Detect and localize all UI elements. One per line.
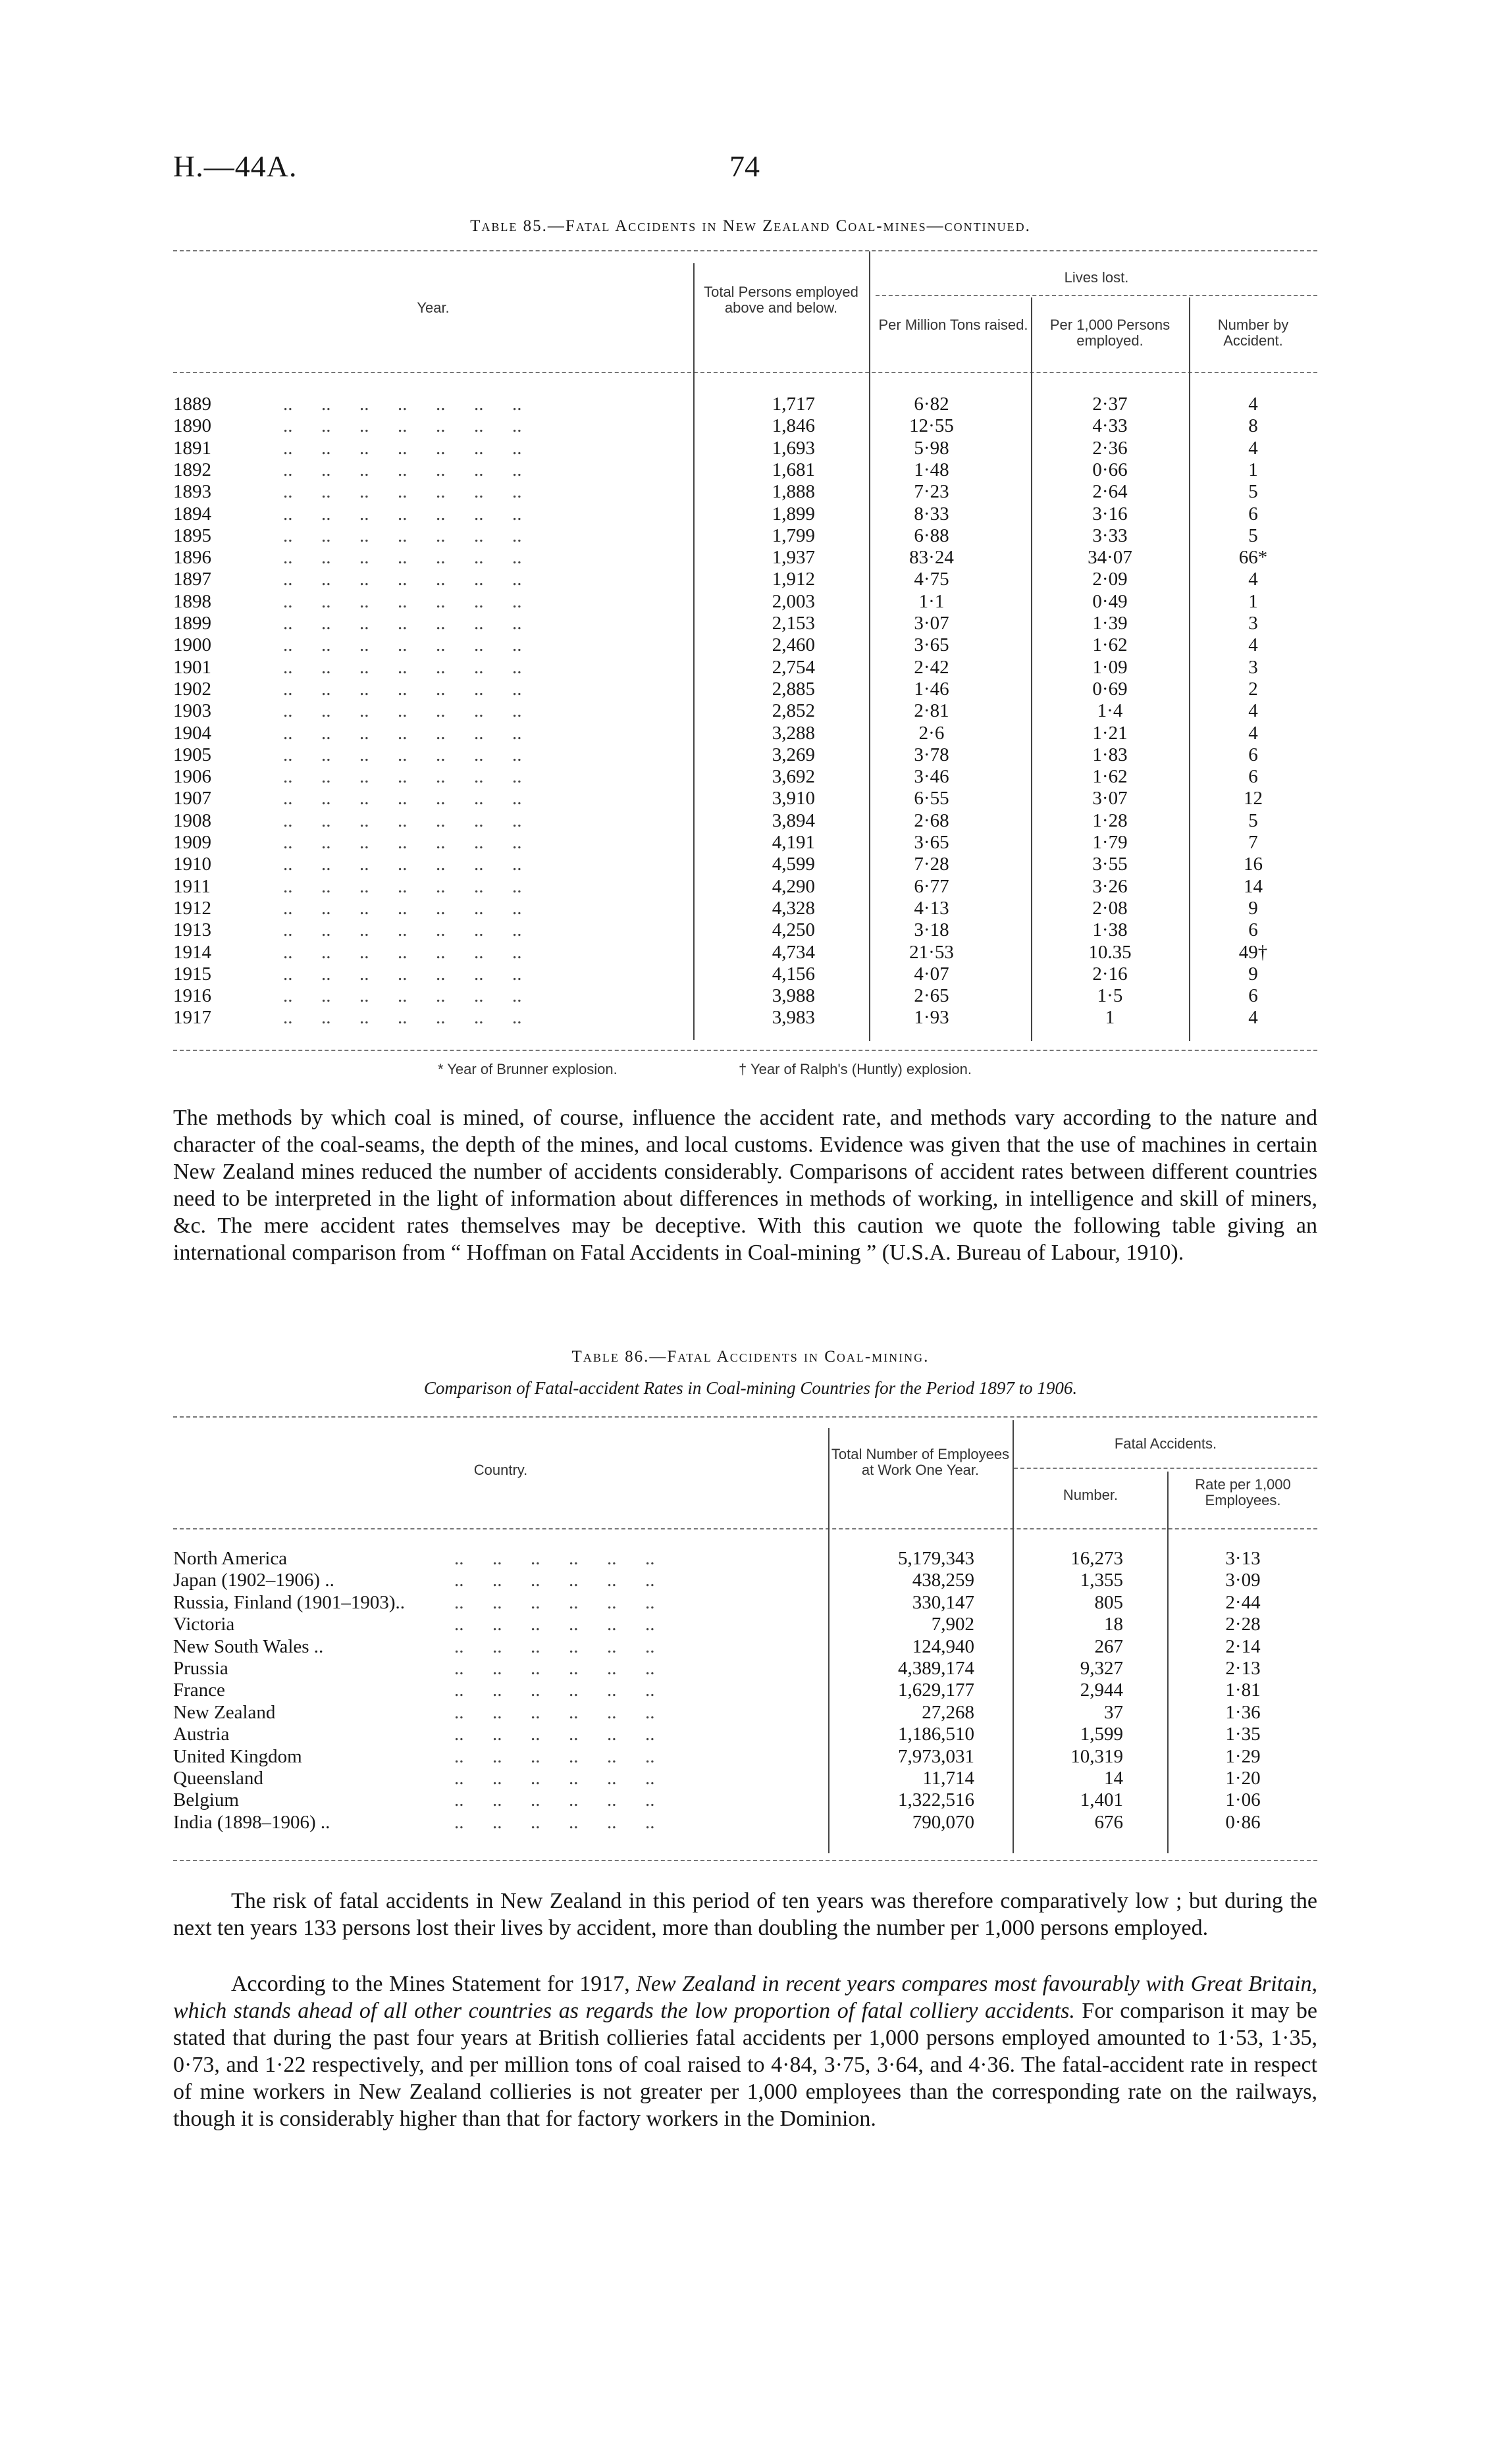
- table85-cell-number: 5: [1248, 525, 1258, 546]
- table85-cell-thousand: 1: [1105, 1007, 1115, 1029]
- table85-caption: Table 85.—Fatal Accidents in New Zealand Coal-mines—continued.: [470, 217, 1031, 235]
- table86-bottom-rule: [173, 1860, 1317, 1861]
- table86-cell-rate: 2·13: [1225, 1658, 1261, 1679]
- paragraph-mines-quote: New Zealand in recent years compares most favourably with Great Britain, which stands ahead of all other countries as regards the low proportion of fatal colliery accidents.: [173, 1972, 1317, 2023]
- table85-bottom-rule: [173, 1050, 1317, 1051]
- leader-dots: .. .. .. .. .. ..: [454, 1591, 655, 1613]
- table86-cell-number: 10,319: [1070, 1745, 1123, 1767]
- table86-top-rule: [173, 1416, 1317, 1418]
- table85-lives-header: Lives lost.: [1064, 269, 1129, 286]
- table85-cell-thousand: 1·5: [1097, 985, 1123, 1007]
- table85-cell-million: 6·82: [914, 394, 949, 415]
- table85-cell-million: 2·6: [918, 722, 945, 744]
- table85-cell-year: 1912: [173, 897, 211, 919]
- table85-cell-thousand: 34·07: [1088, 547, 1132, 569]
- table85-cell-million: 6·55: [914, 788, 949, 809]
- document-code: H.—44A.: [173, 149, 298, 183]
- table86-cell-number: 1,599: [1080, 1724, 1123, 1745]
- table86-cell-total: 124,940: [912, 1635, 974, 1657]
- table85-cell-total: 3,988: [772, 985, 815, 1007]
- leader-dots: .. .. .. .. .. .. ..: [283, 744, 522, 765]
- table86-cell-country: Japan (1902–1906) ..: [173, 1570, 334, 1591]
- table85-cell-thousand: 3·26: [1092, 875, 1128, 897]
- table85-year-header: Year.: [417, 299, 450, 316]
- leader-dots: .. .. .. .. .. .. ..: [283, 481, 522, 503]
- table85-cell-number: 6: [1248, 919, 1258, 941]
- table86-cell-country: United Kingdom: [173, 1745, 302, 1767]
- table85-cell-million: 3·18: [914, 919, 949, 941]
- table85-cell-year: 1890: [173, 415, 211, 437]
- table85-cell-million: 1·46: [914, 678, 949, 700]
- table86-cell-total: 330,147: [912, 1591, 974, 1613]
- table85-cell-total: 4,156: [772, 963, 815, 985]
- table86-cell-country: Russia, Finland (1901–1903)..: [173, 1591, 406, 1613]
- table85-cell-number: 8: [1248, 415, 1258, 437]
- table86-cell-number: 676: [1094, 1811, 1123, 1833]
- table85-cell-thousand: 1·21: [1092, 722, 1128, 744]
- table85-total-header: Total Persons employed above and below.: [704, 284, 858, 316]
- table86-number-header: Number.: [1063, 1487, 1119, 1503]
- table86-cell-total: 27,268: [922, 1701, 974, 1723]
- paragraph-mines-lead: According to the Mines Statement for 1917,: [231, 1972, 630, 1996]
- table86-cell-rate: 2·28: [1225, 1614, 1261, 1635]
- leader-dots: .. .. .. .. .. .. ..: [283, 875, 522, 897]
- table85-cell-year: 1905: [173, 744, 211, 765]
- table85-cell-thousand: 2·09: [1092, 569, 1128, 590]
- table85-cell-million: 3·78: [914, 744, 949, 765]
- table85-cell-number: 1: [1248, 459, 1258, 480]
- table85-cell-million: 12·55: [909, 415, 954, 437]
- table85-cell-million: 21·53: [909, 941, 954, 963]
- table85-cell-thousand: 3·33: [1092, 525, 1128, 546]
- leader-dots: .. .. .. .. .. ..: [454, 1768, 655, 1789]
- table85-cell-year: 1917: [173, 1007, 211, 1029]
- table85-cell-thousand: 0·69: [1092, 678, 1128, 700]
- leader-dots: .. .. .. .. .. ..: [454, 1570, 655, 1591]
- table85-cell-thousand: 1·4: [1097, 700, 1123, 722]
- table85-thousand-header: Per 1,000 Persons employed.: [1049, 317, 1171, 349]
- table85-cell-number: 6: [1248, 744, 1258, 765]
- table86-cell-number: 16,273: [1070, 1548, 1123, 1569]
- leader-dots: .. .. .. .. .. .. ..: [283, 919, 522, 941]
- table85-cell-thousand: 1·62: [1092, 766, 1128, 788]
- table85-cell-year: 1909: [173, 832, 211, 853]
- table85-cell-total: 3,983: [772, 1007, 815, 1029]
- table86-cell-rate: 1·06: [1225, 1789, 1261, 1811]
- table85-cell-total: 1,717: [772, 394, 815, 415]
- table86-cell-country: Queensland: [173, 1768, 263, 1789]
- table85-number-header: Number by Accident.: [1217, 317, 1289, 349]
- leader-dots: .. .. .. .. .. .. ..: [283, 897, 522, 919]
- leader-dots: .. .. .. .. .. ..: [454, 1548, 655, 1569]
- table86-cell-number: 1,401: [1080, 1789, 1123, 1811]
- table85-cell-million: 2·68: [914, 809, 949, 831]
- table85-cell-million: 3·07: [914, 613, 949, 634]
- table86-caption: Table 86.—Fatal Accidents in Coal-mining.: [571, 1348, 930, 1366]
- leader-dots: .. .. .. .. .. .. ..: [283, 963, 522, 985]
- table85-cell-year: 1901: [173, 656, 211, 678]
- table85-cell-total: 3,288: [772, 722, 815, 744]
- table85-cell-million: 3·46: [914, 766, 949, 788]
- leader-dots: .. .. .. .. .. .. ..: [283, 832, 522, 853]
- table85-cell-number: 4: [1248, 394, 1258, 415]
- table85-cell-million: 2·65: [914, 985, 949, 1007]
- table85-cell-year: 1894: [173, 503, 211, 525]
- table85-cell-number: 6: [1248, 985, 1258, 1007]
- table85-cell-million: 5·98: [914, 437, 949, 459]
- paragraph-risk: The risk of fatal accidents in New Zealand in this period of ten years was therefore comparatively low ; but during the next ten years 133 persons lost their lives by accident, more than doubling the number per 1,000 persons employed.: [173, 1889, 1317, 1940]
- table85-cell-year: 1907: [173, 788, 211, 809]
- table86-cell-rate: 2·44: [1225, 1591, 1261, 1613]
- table86-cell-rate: 1·36: [1225, 1701, 1261, 1723]
- table86-cell-rate: 3·13: [1225, 1548, 1261, 1569]
- table85-cell-year: 1916: [173, 985, 211, 1007]
- table85-header-rule: [173, 372, 1317, 373]
- table86-cell-country: France: [173, 1680, 225, 1701]
- leader-dots: .. .. .. .. .. .. ..: [283, 613, 522, 634]
- leader-dots: .. .. .. .. .. ..: [454, 1680, 655, 1701]
- table85-cell-year: 1891: [173, 437, 211, 459]
- table85-cell-million: 7·28: [914, 854, 949, 875]
- table85-cell-thousand: 0·66: [1092, 459, 1128, 480]
- leader-dots: .. .. .. .. .. ..: [454, 1811, 655, 1833]
- leader-dots: .. .. .. .. .. .. ..: [283, 766, 522, 788]
- table85-cell-thousand: 4·33: [1092, 415, 1128, 437]
- table85-cell-total: 2,153: [772, 613, 815, 634]
- table85-cell-total: 1,888: [772, 481, 815, 503]
- table85-cell-million: 8·33: [914, 503, 949, 525]
- leader-dots: .. .. .. .. .. .. ..: [283, 569, 522, 590]
- leader-dots: .. .. .. .. .. .. ..: [283, 525, 522, 546]
- table85-cell-number: 4: [1248, 634, 1258, 656]
- table85-cell-million: 3·65: [914, 832, 949, 853]
- table85-cell-million: 3·65: [914, 634, 949, 656]
- table85-cell-number: 4: [1248, 700, 1258, 722]
- table85-cell-year: 1906: [173, 766, 211, 788]
- table86-cell-country: New Zealand: [173, 1701, 276, 1723]
- table85-cell-total: 3,692: [772, 766, 815, 788]
- table85-cell-year: 1913: [173, 919, 211, 941]
- table85-cell-thousand: 1·39: [1092, 613, 1128, 634]
- table86-cell-number: 805: [1094, 1591, 1123, 1613]
- table85-cell-total: 3,269: [772, 744, 815, 765]
- table85-cell-number: 4: [1248, 569, 1258, 590]
- table86-cell-total: 7,902: [931, 1614, 974, 1635]
- table85-cell-thousand: 1·83: [1092, 744, 1128, 765]
- table85-cell-year: 1904: [173, 722, 211, 744]
- table85-cell-thousand: 1·62: [1092, 634, 1128, 656]
- leader-dots: .. .. .. .. .. .. ..: [283, 503, 522, 525]
- page-number: 74: [729, 149, 760, 183]
- leader-dots: .. .. .. .. .. .. ..: [283, 941, 522, 963]
- table85-cell-total: 1,899: [772, 503, 815, 525]
- table86-cell-country: New South Wales ..: [173, 1635, 324, 1657]
- table85-cell-total: 4,290: [772, 875, 815, 897]
- table85-cell-total: 4,734: [772, 941, 815, 963]
- table85-cell-year: 1911: [173, 875, 211, 897]
- table85-cell-million: 7·23: [914, 481, 949, 503]
- table86-cell-total: 1,629,177: [898, 1680, 974, 1701]
- table85-cell-thousand: 1·09: [1092, 656, 1128, 678]
- table85-cell-total: 1,693: [772, 437, 815, 459]
- table85-cell-total: 4,599: [772, 854, 815, 875]
- table86-total-header: Total Number of Employees at Work One Year.: [831, 1446, 1010, 1478]
- table85-lives-rule: [876, 295, 1317, 296]
- table85-cell-year: 1895: [173, 525, 211, 546]
- table86-cell-total: 5,179,343: [898, 1548, 974, 1569]
- table85-cell-number: 16: [1244, 854, 1263, 875]
- table85-cell-number: 3: [1248, 656, 1258, 678]
- table85-cell-thousand: 2·08: [1092, 897, 1128, 919]
- table85-cell-million: 83·24: [909, 547, 954, 569]
- leader-dots: .. .. .. .. .. .. ..: [283, 634, 522, 656]
- table85-cell-year: 1914: [173, 941, 211, 963]
- leader-dots: .. .. .. .. .. .. ..: [283, 809, 522, 831]
- table86-cell-total: 1,186,510: [898, 1724, 974, 1745]
- table85-cell-year: 1897: [173, 569, 211, 590]
- table85-cell-million: 6·77: [914, 875, 949, 897]
- table85-cell-number: 12: [1244, 788, 1263, 809]
- leader-dots: .. .. .. .. .. .. ..: [283, 547, 522, 569]
- table85-cell-total: 1,799: [772, 525, 815, 546]
- table86-cell-number: 14: [1104, 1768, 1123, 1789]
- table85-cell-number: 9: [1248, 897, 1258, 919]
- table85-cell-thousand: 3·07: [1092, 788, 1128, 809]
- leader-dots: .. .. .. .. .. .. ..: [283, 788, 522, 809]
- table86-subcaption: Comparison of Fatal-accident Rates in Coal-mining Countries for the Period 1897 to 1906.: [423, 1378, 1078, 1398]
- leader-dots: .. .. .. .. .. .. ..: [283, 722, 522, 744]
- table85-cell-total: 1,846: [772, 415, 815, 437]
- table85-cell-total: 4,250: [772, 919, 815, 941]
- leader-dots: .. .. .. .. .. ..: [454, 1745, 655, 1767]
- table86-country-header: Country.: [473, 1462, 528, 1478]
- table86-cell-country: India (1898–1906) ..: [173, 1811, 330, 1833]
- table85-cell-year: 1915: [173, 963, 211, 985]
- table85-cell-year: 1900: [173, 634, 211, 656]
- table85-cell-total: 1,681: [772, 459, 815, 480]
- table85-cell-total: 3,894: [772, 809, 815, 831]
- table85-cell-year: 1892: [173, 459, 211, 480]
- leader-dots: .. .. .. .. .. ..: [454, 1789, 655, 1811]
- leader-dots: .. .. .. .. .. .. ..: [283, 590, 522, 612]
- table85-cell-number: 2: [1248, 678, 1258, 700]
- table86-cell-rate: 0·86: [1225, 1811, 1261, 1833]
- table85-cell-thousand: 10.35: [1088, 941, 1132, 963]
- table85-cell-million: 4·07: [914, 963, 949, 985]
- leader-dots: .. .. .. .. .. ..: [454, 1658, 655, 1679]
- leader-dots: .. .. .. .. .. .. ..: [283, 700, 522, 722]
- table85-cell-year: 1903: [173, 700, 211, 722]
- table85-cell-year: 1889: [173, 394, 211, 415]
- table86-cell-total: 4,389,174: [898, 1658, 974, 1679]
- table85-cell-thousand: 3·16: [1092, 503, 1128, 525]
- table85-cell-total: 4,328: [772, 897, 815, 919]
- table85-cell-number: 7: [1248, 832, 1258, 853]
- table85-cell-year: 1899: [173, 613, 211, 634]
- table85-cell-thousand: 1·79: [1092, 832, 1128, 853]
- paragraph-methods: The methods by which coal is mined, of course, influence the accident rate, and methods vary according to the nature and character of the coal-seams, the depth of the mines, and local customs. Evidence was given that the use of machines in certain New Zealand mines reduced the number of accidents considerably. Comparisons of accident rates between different countries need to be interpreted in the light of information about differences in methods of working, in intelligence and skill of miners, &c. The mere accident rates themselves may be deceptive. With this caution we quote the following table giving an international comparison from “ Hoffman on Fatal Accidents in Coal-mining ” (U.S.A. Bureau of Labour, 1910).: [173, 1106, 1317, 1265]
- table85-cell-thousand: 0·49: [1092, 590, 1128, 612]
- table86-header-rule: [173, 1528, 1317, 1529]
- leader-dots: .. .. .. .. .. ..: [454, 1614, 655, 1635]
- table86-cell-country: Victoria: [173, 1614, 235, 1635]
- table86-cell-number: 18: [1104, 1614, 1123, 1635]
- leader-dots: .. .. .. .. .. .. ..: [283, 415, 522, 437]
- table86-rate-header: Rate per 1,000 Employees.: [1195, 1476, 1291, 1508]
- table86-cell-total: 1,322,516: [898, 1789, 974, 1811]
- table86-cell-rate: 1·81: [1225, 1680, 1261, 1701]
- table85-cell-number: 1: [1248, 590, 1258, 612]
- table85-cell-total: 3,910: [772, 788, 815, 809]
- table85-footnote-brunner: * Year of Brunner explosion.: [438, 1061, 618, 1077]
- table85-cell-million: 4·75: [914, 569, 949, 590]
- table85-cell-number: 4: [1248, 722, 1258, 744]
- table86-cell-number: 2,944: [1080, 1680, 1123, 1701]
- table85-cell-thousand: 2·16: [1092, 963, 1128, 985]
- table85-cell-thousand: 3·55: [1092, 854, 1128, 875]
- table86-cell-number: 9,327: [1080, 1658, 1123, 1679]
- table86-cell-number: 37: [1104, 1701, 1123, 1723]
- table85-cell-total: 2,754: [772, 656, 815, 678]
- table85-cell-number: 4: [1248, 437, 1258, 459]
- table86-cell-total: 11,714: [922, 1768, 974, 1789]
- leader-dots: .. .. .. .. .. ..: [454, 1701, 655, 1723]
- table85-cell-thousand: 2·64: [1092, 481, 1128, 503]
- table85-cell-total: 4,191: [772, 832, 815, 853]
- table85-cell-number: 5: [1248, 481, 1258, 503]
- table86-cell-total: 7,973,031: [898, 1745, 974, 1767]
- table86-cell-number: 267: [1094, 1635, 1123, 1657]
- table85-cell-year: 1896: [173, 547, 211, 569]
- table85-cell-thousand: 2·37: [1092, 394, 1128, 415]
- table85-cell-thousand: 1·38: [1092, 919, 1128, 941]
- leader-dots: .. .. .. .. .. .. ..: [283, 854, 522, 875]
- table85-cell-year: 1908: [173, 809, 211, 831]
- leader-dots: .. .. .. .. .. ..: [454, 1635, 655, 1657]
- table85-cell-number: 66*: [1238, 547, 1268, 569]
- leader-dots: .. .. .. .. .. .. ..: [283, 437, 522, 459]
- leader-dots: .. .. .. .. .. .. ..: [283, 459, 522, 480]
- table86-cell-rate: 3·09: [1225, 1570, 1261, 1591]
- leader-dots: .. .. .. .. .. .. ..: [283, 394, 522, 415]
- table85-cell-million: 4·13: [914, 897, 949, 919]
- table86-cell-total: 790,070: [912, 1811, 974, 1833]
- table85-cell-thousand: 2·36: [1092, 437, 1128, 459]
- table85-footnote-ralph: † Year of Ralph's (Huntly) explosion.: [739, 1061, 972, 1077]
- table86-cell-country: Austria: [173, 1724, 230, 1745]
- leader-dots: .. .. .. .. .. .. ..: [283, 656, 522, 678]
- table85-cell-total: 2,460: [772, 634, 815, 656]
- table85-top-rule: [173, 250, 1317, 251]
- table86-cell-rate: 2·14: [1225, 1635, 1261, 1657]
- table85-cell-number: 6: [1248, 766, 1258, 788]
- table85-cell-year: 1893: [173, 481, 211, 503]
- table85-cell-number: 4: [1248, 1007, 1258, 1029]
- table86-cell-country: North America: [173, 1548, 288, 1569]
- table85-cell-million: 2·81: [914, 700, 949, 722]
- table85-cell-number: 9: [1248, 963, 1258, 985]
- table86-fatal-rule: [1014, 1468, 1317, 1469]
- leader-dots: .. .. .. .. .. .. ..: [283, 678, 522, 700]
- table85-million-header: Per Million Tons raised.: [878, 317, 1028, 333]
- paragraph-mines-statement: [173, 1970, 1317, 2132]
- table86-cell-total: 438,259: [912, 1570, 974, 1591]
- table85-cell-thousand: 1·28: [1092, 809, 1128, 831]
- table86-cell-rate: 1·20: [1225, 1768, 1261, 1789]
- table85-cell-total: 1,937: [772, 547, 815, 569]
- table85-cell-total: 2,852: [772, 700, 815, 722]
- table85-cell-total: 2,003: [772, 590, 815, 612]
- table85-cell-year: 1902: [173, 678, 211, 700]
- table85-cell-million: 1·48: [914, 459, 949, 480]
- table85-cell-million: 6·88: [914, 525, 949, 546]
- table86-fatal-header: Fatal Accidents.: [1114, 1435, 1217, 1452]
- table86-cell-country: Belgium: [173, 1789, 239, 1811]
- table85-cell-number: 49†: [1238, 941, 1268, 963]
- table85-cell-year: 1898: [173, 590, 211, 612]
- table85-cell-total: 2,885: [772, 678, 815, 700]
- table85-cell-number: 5: [1248, 809, 1258, 831]
- leader-dots: .. .. .. .. .. ..: [454, 1724, 655, 1745]
- table86-cell-number: 1,355: [1080, 1570, 1123, 1591]
- table85-cell-year: 1910: [173, 854, 211, 875]
- leader-dots: .. .. .. .. .. .. ..: [283, 1007, 522, 1029]
- table85-cell-million: 1·1: [918, 590, 945, 612]
- leader-dots: .. .. .. .. .. .. ..: [283, 985, 522, 1007]
- table85-divider-2: [869, 251, 870, 1041]
- table86-cell-rate: 1·35: [1225, 1724, 1261, 1745]
- paragraph-mines-rest: For comparison it may be stated that during the past four years at British collieries fatal accidents per 1,000 persons employed amounted to 1·53, 1·35, 0·73, and 1·22 respectively, and per million tons of coal raised to 4·84, 3·75, 3·64, and 4·36. The fatal-accident rate in respect of mine workers in New Zealand collieries is not greater per 1,000 employees than the corresponding rate on the railways, though it is considerably higher than that for factory workers in the Dominion.: [173, 1999, 1317, 2131]
- table85-cell-million: 1·93: [914, 1007, 949, 1029]
- table85-cell-million: 2·42: [914, 656, 949, 678]
- table85-cell-number: 6: [1248, 503, 1258, 525]
- table86-cell-country: Prussia: [173, 1658, 228, 1679]
- table85-cell-total: 1,912: [772, 569, 815, 590]
- table86-cell-rate: 1·29: [1225, 1745, 1261, 1767]
- table85-cell-number: 14: [1244, 875, 1263, 897]
- table85-cell-number: 3: [1248, 613, 1258, 634]
